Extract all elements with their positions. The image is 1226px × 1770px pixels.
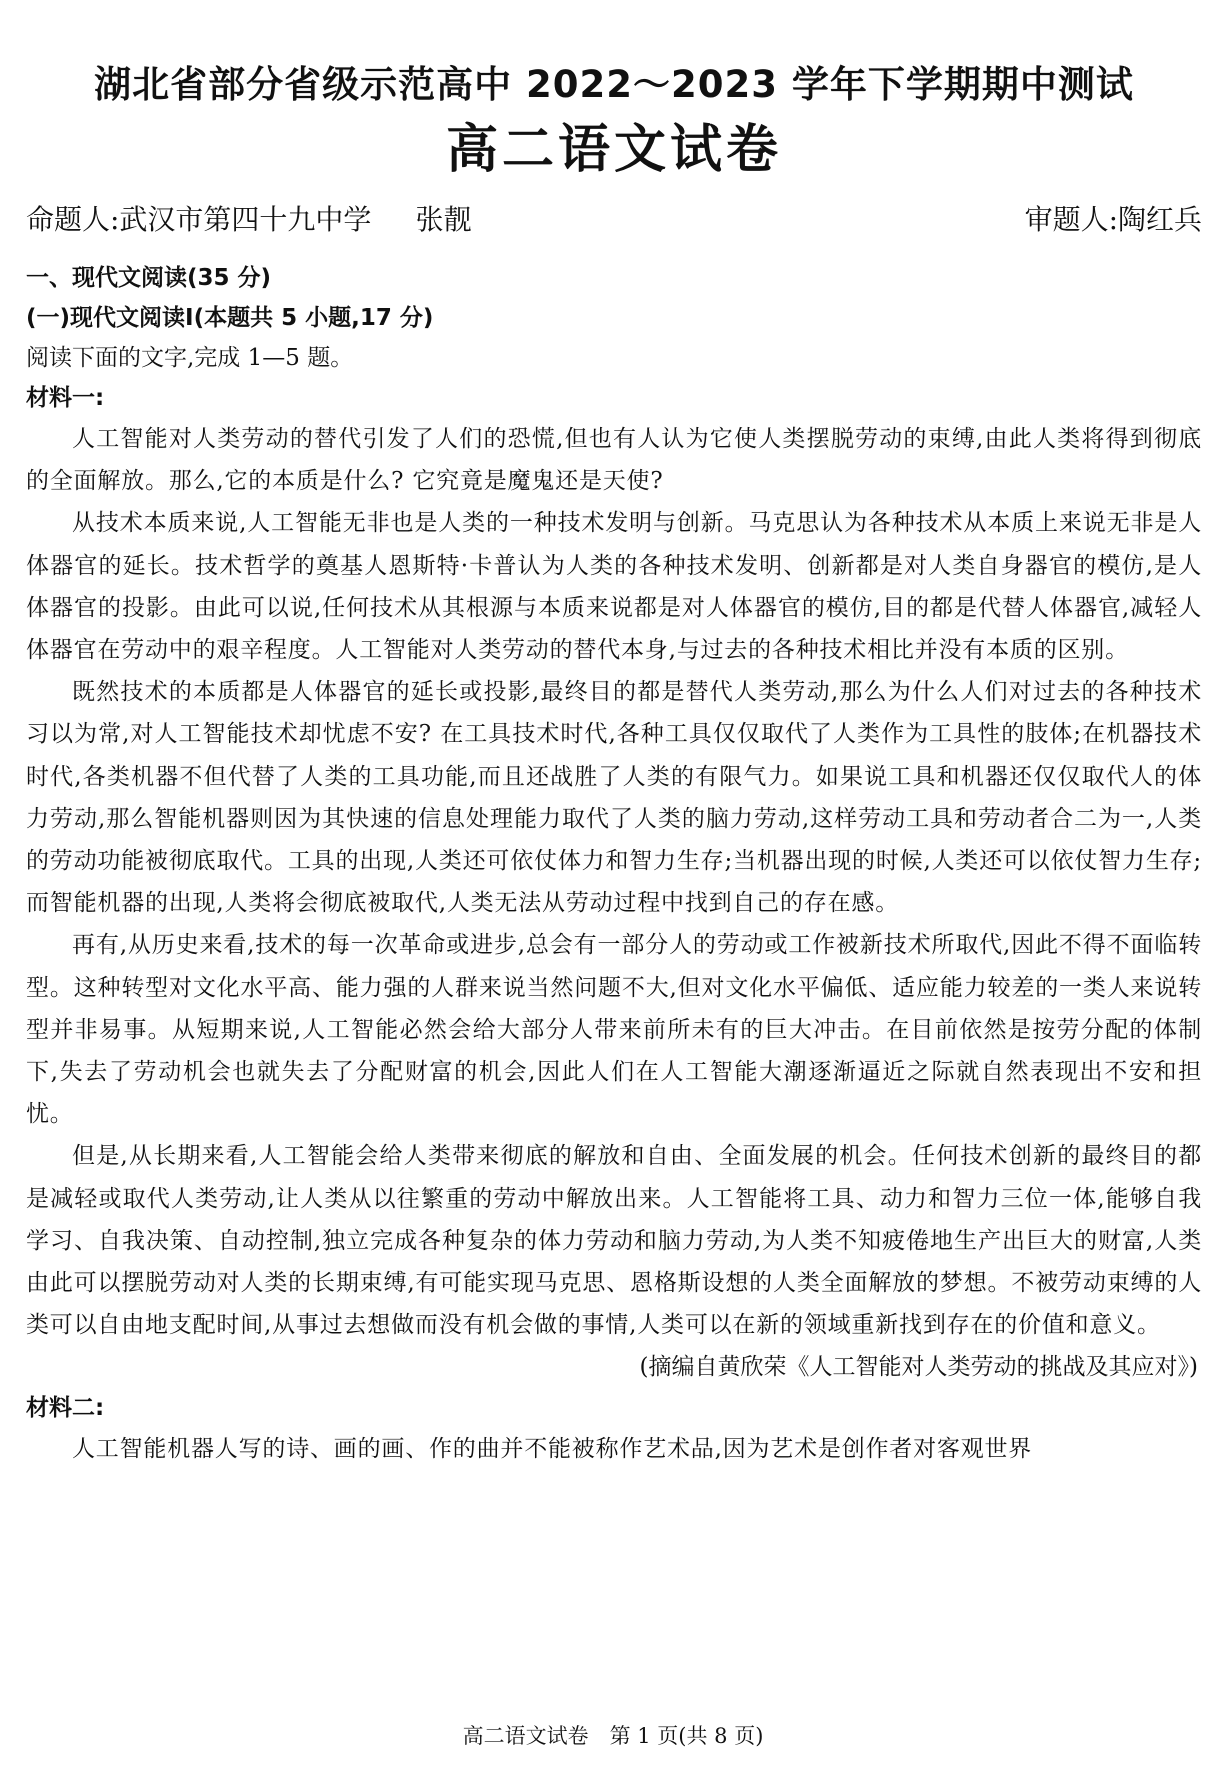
reviewer-info: 审题人:陶红兵 bbox=[1024, 203, 1202, 236]
page-footer: 高二语文试卷 第 1 页(共 8 页) bbox=[462, 1724, 764, 1748]
subsection-heading: (一)现代文阅读Ⅰ(本题共 5 小题,17 分) bbox=[26, 305, 434, 331]
instruction-text: 阅读下面的文字,完成 1—5 题。 bbox=[26, 345, 354, 371]
paragraph: 从技术本质来说,人工智能无非也是人类的一种技术发明与创新。马克思认为各种技术从本质上来说无非是人体器官的延长。技术哲学的奠基人恩斯特·卡普认为人类的各种技术发明、创新都是对人类自身器官的模仿,是人体器官的投影。由此可以说,任何技术从其根源与本质来说都是对人体器官的模仿,目的都是代替人体器官,减轻人体器官在劳动中的艰辛程度。人工智能对人类劳动的替代本身,与过去的各种技术相比并没有本质的区别。 bbox=[26, 510, 1202, 664]
material-one-label: 材料一: bbox=[26, 385, 105, 411]
paragraph: 既然技术的本质都是人体器官的延长或投影,最终目的都是替代人类劳动,那么为什么人们对过去的各种技术习以为常,对人工智能技术却忧虑不安? 在工具技术时代,各种工具仅仅取代了人类作为工具性的肢体;在机器技术时代,各类机器不但代替了人类的工具功能,而且还战胜了人类的有限气力。如果说工具和机器还仅仅取代人的体力劳动,那么智能机器则因为其快速的信息处理能力取代了人类的脑力劳动,这样劳动工具和劳动者合二为一,人类的劳动功能被彻底取代。工具的出现,人类还可依仗体力和智力生存;当机器出现的时候,人类还可以依仗智力生存;而智能机器的出现,人类将会彻底被取代,人类无法从劳动过程中找到自己的存在感。 bbox=[26, 679, 1202, 917]
paragraph: 但是,从长期来看,人工智能会给人类带来彻底的解放和自由、全面发展的机会。任何技术创新的最终目的都是减轻或取代人类劳动,让人类从以往繁重的劳动中解放出来。人工智能将工具、动力和智力三位一体,能够自我学习、自我决策、自动控制,独立完成各种复杂的体力劳动和脑力劳动,为人类不知疲倦地生产出巨大的财富,人类由此可以摆脱劳动对人类的长期束缚,有可能实现马克思、恩格斯设想的人类全面解放的梦想。不被劳动束缚的人类可以自由地支配时间,从事过去想做而没有机会做的事情,人类可以在新的领域重新找到存在的价值和意义。 bbox=[26, 1143, 1202, 1339]
material-two-label: 材料二: bbox=[26, 1395, 105, 1422]
setter-name: 张靓 bbox=[415, 203, 472, 236]
paragraph: 再有,从历史来看,技术的每一次革命或进步,总会有一部分人的劳动或工作被新技术所取代,因此不得不面临转型。这种转型对文化水平高、能力强的人群来说当然问题不大,但对文化水平偏低、适应能力较差的一类人来说转型并非易事。从短期来说,人工智能必然会给大部分人带来前所未有的巨大冲击。在目前依然是按劳分配的体制下,失去了劳动机会也就失去了分配财富的机会,因此人们在人工智能大潮逐渐逼近之际就自然表现出不安和担忧。 bbox=[26, 932, 1202, 1128]
author-line bbox=[26, 196, 1202, 244]
paragraph: 人工智能机器人写的诗、画的画、作的曲并不能被称作艺术品,因为艺术是创作者对客观世界 bbox=[72, 1436, 1033, 1463]
setter-label: 命题人:武汉市第四十九中学 bbox=[26, 203, 372, 236]
source-citation: (摘编自黄欣荣《人工智能对人类劳动的挑战及其应对》) bbox=[639, 1354, 1198, 1381]
setter-info bbox=[26, 196, 471, 244]
paragraph: 人工智能对人类劳动的替代引发了人们的恐慌,但也有人认为它使人类摆脱劳动的束缚,由此人类将得到彻底的全面解放。那么,它的本质是什么? 它究竟是魔鬼还是天使? bbox=[26, 426, 1202, 495]
exam-subtitle: 高二语文试卷 bbox=[445, 120, 782, 180]
section-heading: 一、现代文阅读(35 分) bbox=[26, 265, 272, 291]
exam-title: 湖北省部分省级示范高中 2022～2023 学年下学期期中测试 bbox=[94, 63, 1134, 106]
